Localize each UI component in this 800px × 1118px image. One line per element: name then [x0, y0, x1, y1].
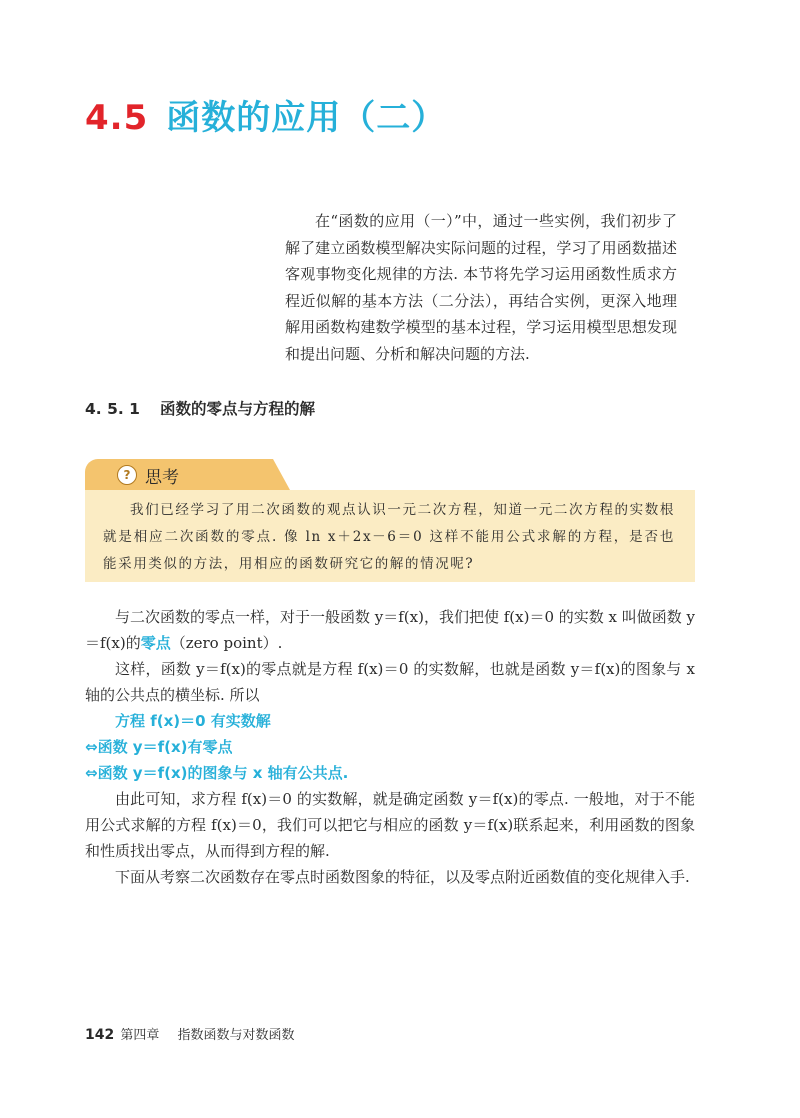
paragraph-next-step: 下面从考察二次函数存在零点时函数图象的特征，以及零点附近函数值的变化规律入手.	[115, 868, 690, 886]
chapter-label: 第四章	[120, 1028, 160, 1043]
section-intro: 在“函数的应用（一）”中，通过一些实例，我们初步了解了建立函数模型解决实际问题的过程，学习了用函数描述客观事物变化规律的方法. 本节将先学习运用函数性质求方程近似解的基本方法（二分法），再结合实例，更深入地理解用函数构建数学模型的基本过程，学习运用模型思想发现和提出问题、分析和解决问题的方法.	[285, 212, 677, 363]
term-zero-point: 零点	[140, 634, 171, 652]
think-tab	[85, 459, 290, 490]
question-icon: ?	[117, 465, 137, 485]
equivalence-line-3: ⇔函数 y＝f(x)的图象与 x 轴有公共点.	[85, 764, 349, 782]
think-title: 思考	[145, 468, 179, 488]
paragraph-text: （zero point）.	[170, 634, 283, 652]
paragraph-text: 与二次函数的零点一样，对于一般函数 y＝f(x)，我们把使 f(x)＝0 的实数 x 叫做函数 y＝f(x)的	[85, 608, 695, 652]
paragraph-zero-point-meaning: 这样，函数 y＝f(x)的零点就是方程 f(x)＝0 的实数解，也就是函数 y＝f(x)的图象与 x 轴的公共点的横坐标. 所以	[85, 660, 695, 704]
paragraph-zero-point-definition	[85, 604, 695, 656]
subsection-heading	[85, 397, 315, 419]
section-heading	[85, 90, 446, 139]
page-footer	[85, 1024, 295, 1043]
equivalence-line-1: 方程 f(x)＝0 有实数解	[115, 712, 271, 730]
paragraph-solving-method: 由此可知，求方程 f(x)＝0 的实数解，就是确定函数 y＝f(x)的零点. 一般地，对于不能用公式求解的方程 f(x)＝0，我们可以把它与相应的函数 y＝f(x)联系起来，利用函数的图象和性质找出零点，从而得到方程的解.	[85, 790, 695, 860]
page-number: 142	[85, 1027, 115, 1043]
main-text	[85, 604, 695, 890]
section-number: 4.5	[85, 98, 149, 138]
subsection-number: 4. 5. 1	[85, 400, 140, 418]
equivalence-line-2: ⇔函数 y＝f(x)有零点	[85, 738, 233, 756]
equivalence-block	[85, 708, 695, 786]
chapter-title: 指数函数与对数函数	[177, 1028, 295, 1043]
think-body	[85, 490, 695, 582]
section-title: 函数的应用（二）	[166, 98, 447, 138]
subsection-title: 函数的零点与方程的解	[159, 400, 315, 418]
think-question: 我们已经学习了用二次函数的观点认识一元二次方程，知道一元二次方程的实数根就是相应二次函数的零点. 像 ln x＋2x－6＝0 这样不能用公式求解的方程，是否也能采用类似的方法，用相应的函数研究它的解的情况呢?	[103, 502, 675, 572]
think-box	[85, 459, 695, 582]
